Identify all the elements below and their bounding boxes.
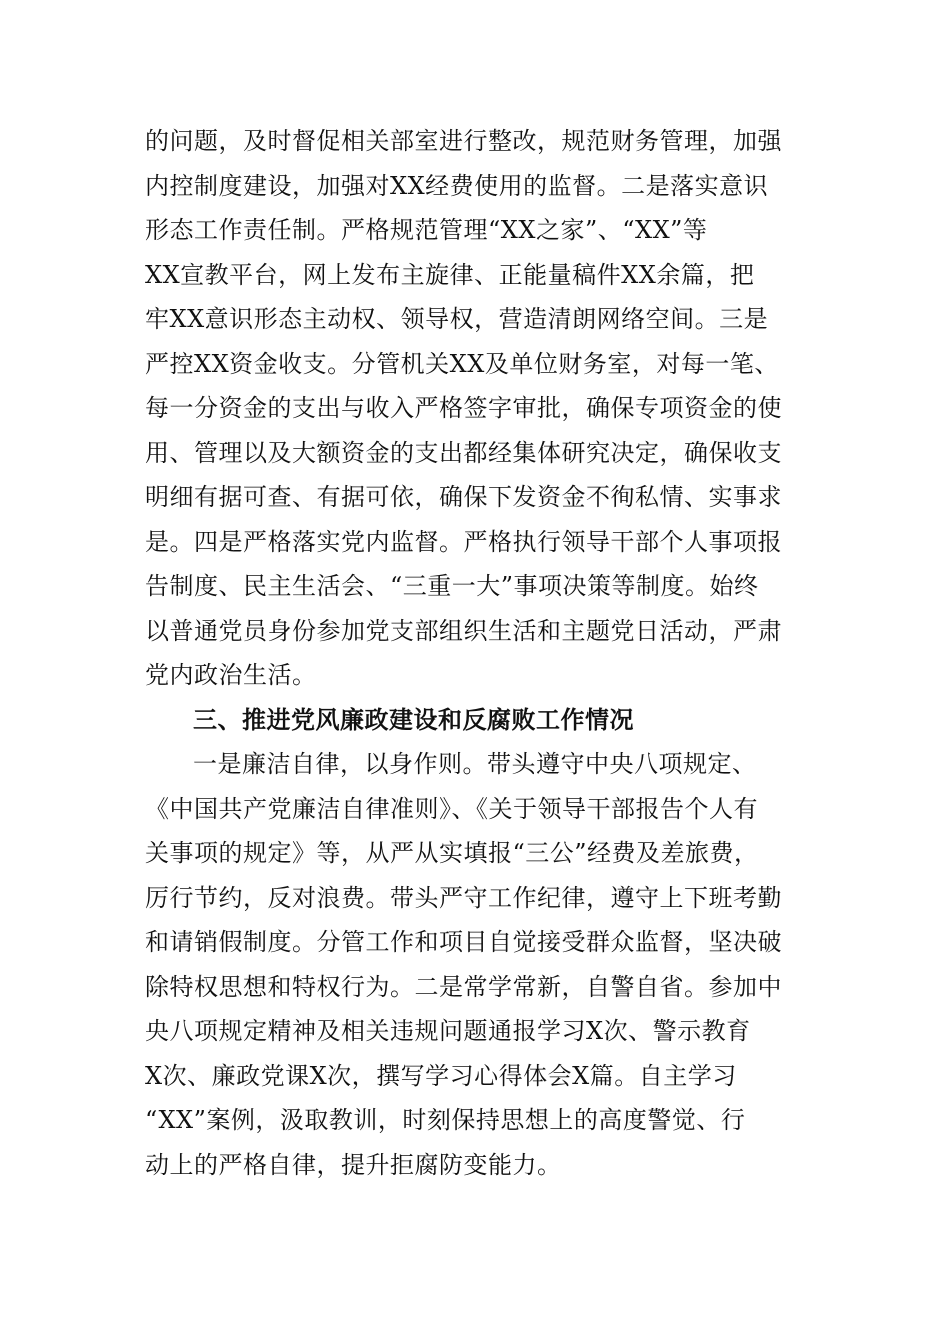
body-text-line: 除特权思想和特权行为。二是常学常新，自警自省。参加中 — [145, 973, 782, 1001]
body-text-line: 内控制度建设，加强对XX经费使用的监督。二是落实意识 — [145, 172, 769, 200]
body-text-line: 《中国共产党廉洁自律准则》、《关于领导干部报告个人有 — [145, 795, 758, 823]
body-text-line: 党内政治生活。 — [145, 661, 317, 689]
body-text-line: 以普通党员身份参加党支部组织生活和主题党日活动，严肃 — [145, 617, 782, 645]
body-text-line: 动上的严格自律，提升拒腐防变能力。 — [145, 1151, 562, 1179]
section-heading: 三、推进党风廉政建设和反腐败工作情况 — [193, 706, 634, 734]
body-text-line: “XX”案例，汲取教训，时刻保持思想上的高度警觉、行 — [145, 1106, 746, 1134]
body-text-line: 严控XX资金收支。分管机关XX及单位财务室，对每一笔、 — [145, 350, 779, 378]
body-text-line: 牢XX意识形态主动权、领导权，营造清朗网络空间。三是 — [145, 305, 769, 333]
body-text-line: 用、管理以及大额资金的支出都经集体研究决定，确保收支 — [145, 439, 782, 467]
body-text-line: 形态工作责任制。严格规范管理“XX之家”、“XX”等 — [145, 216, 708, 244]
body-text-line: 厉行节约，反对浪费。带头严守工作纪律，遵守上下班考勤 — [145, 884, 782, 912]
body-text-line: 和请销假制度。分管工作和项目自觉接受群众监督，坚决破 — [145, 928, 782, 956]
body-text-line: 每一分资金的支出与收入严格签字审批，确保专项资金的使 — [145, 394, 782, 422]
body-text-line: 关事项的规定》等，从严从实填报“三公”经费及差旅费， — [145, 839, 759, 867]
body-text-line: 是。四是严格落实党内监督。严格执行领导干部个人事项报 — [145, 528, 782, 556]
body-text-line: 明细有据可查、有据可依，确保下发资金不徇私情、实事求 — [145, 483, 782, 511]
body-text-line: 一是廉洁自律，以身作则。带头遵守中央八项规定、 — [193, 750, 757, 778]
body-text-line: 的问题，及时督促相关部室进行整改，规范财务管理，加强 — [145, 127, 782, 155]
body-text-line: 央八项规定精神及相关违规问题通报学习X次、警示教育 — [145, 1017, 751, 1045]
body-text-line: 告制度、民主生活会、“三重一大”事项决策等制度。始终 — [145, 572, 759, 600]
body-text-line: X次、廉政党课X次，撰写学习心得体会X篇。自主学习 — [145, 1062, 737, 1090]
body-text-line: XX宣教平台，网上发布主旋律、正能量稿件XX余篇，把 — [145, 261, 755, 289]
